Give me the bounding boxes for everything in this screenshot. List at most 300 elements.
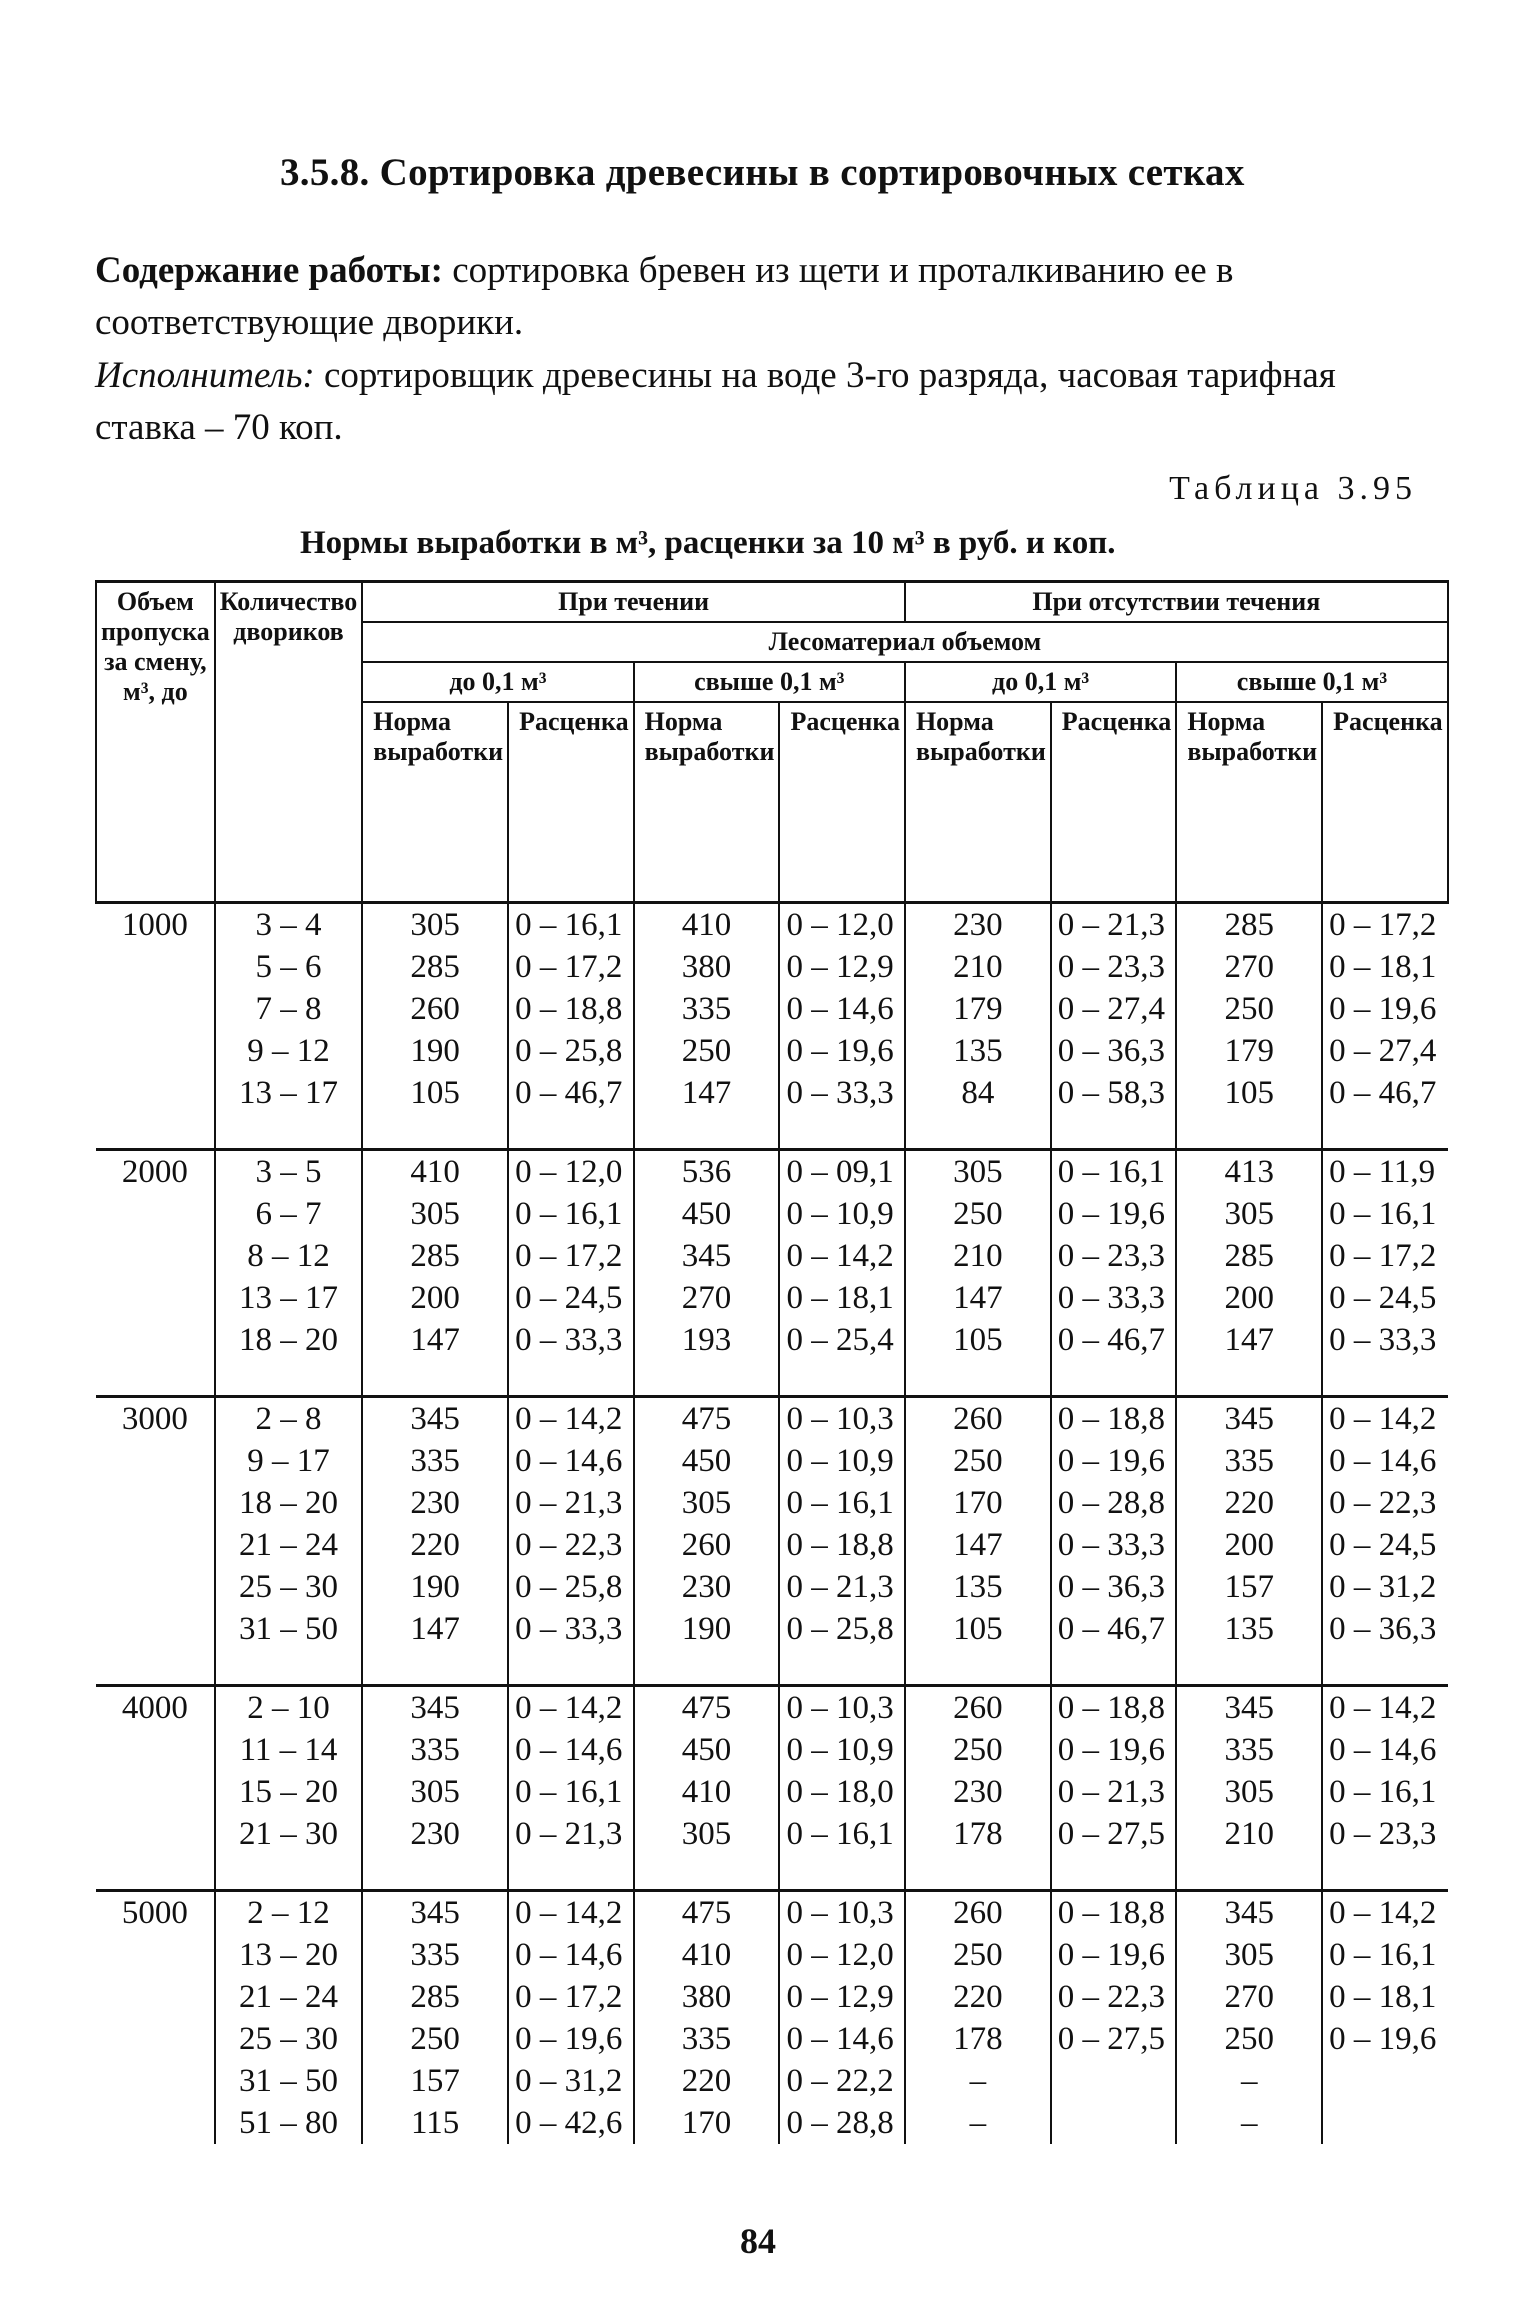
cell-norm: 410 <box>634 902 780 946</box>
cell-rate: 0 – 17,2 <box>508 946 634 988</box>
cell-norm: 170 <box>905 1482 1051 1524</box>
cell-rate: 0 – 19,6 <box>1051 1193 1177 1235</box>
cell-yards: 2 – 10 <box>215 1685 362 1729</box>
cell-rate: 0 – 27,4 <box>1322 1030 1448 1072</box>
spacer-cell <box>634 1650 780 1686</box>
header-yards: Количество двориков <box>215 582 362 903</box>
cell-rate: 0 – 14,6 <box>1322 1440 1448 1482</box>
header-over-no-flow: свыше 0,1 м³ <box>1176 662 1447 702</box>
page-number: 84 <box>740 2221 776 2261</box>
cell-yards: 6 – 7 <box>215 1193 362 1235</box>
cell-norm: 250 <box>905 1934 1051 1976</box>
group-spacer <box>96 1650 1448 1686</box>
cell-rate: 0 – 14,6 <box>508 1729 634 1771</box>
header-rate: Расценка <box>1322 702 1448 902</box>
cell-rate: 0 – 10,3 <box>779 1685 905 1729</box>
cell-volume-empty <box>96 1277 215 1319</box>
table-row <box>96 1771 1448 1813</box>
cell-norm: 305 <box>362 902 508 946</box>
cell-rate: 0 – 16,1 <box>779 1813 905 1855</box>
cell-rate: 0 – 23,3 <box>1051 946 1177 988</box>
cell-rate: 0 – 33,3 <box>508 1319 634 1361</box>
cell-rate: 0 – 28,8 <box>779 2102 905 2144</box>
table-row <box>96 988 1448 1030</box>
cell-norm: 450 <box>634 1193 780 1235</box>
cell-rate: 0 – 33,3 <box>1051 1524 1177 1566</box>
cell-rate: 0 – 16,1 <box>1322 1771 1448 1813</box>
cell-rate: 0 – 16,1 <box>1322 1934 1448 1976</box>
work-content-text: сортировка бревен из щети и проталкиванию ее в соответствующие дворики. <box>95 250 1234 343</box>
cell-norm: 536 <box>634 1149 780 1193</box>
table-caption: Нормы выработки в м³, расценки за 10 м³ в руб. и коп. <box>300 525 1116 561</box>
cell-yards: 7 – 8 <box>215 988 362 1030</box>
cell-rate: 0 – 18,8 <box>1051 1890 1177 1934</box>
spacer-cell <box>1051 1114 1177 1150</box>
cell-norm: 157 <box>1176 1566 1322 1608</box>
cell-volume-empty <box>96 1771 215 1813</box>
header-rate: Расценка <box>779 702 905 902</box>
spacer-cell <box>779 1650 905 1686</box>
cell-norm: 475 <box>634 1890 780 1934</box>
cell-rate: 0 – 21,3 <box>1051 1771 1177 1813</box>
cell-yards: 21 – 24 <box>215 1524 362 1566</box>
cell-yards: 13 – 17 <box>215 1072 362 1114</box>
spacer-cell <box>215 1361 362 1397</box>
cell-yards: 3 – 4 <box>215 902 362 946</box>
cell-norm: 135 <box>905 1566 1051 1608</box>
table-row <box>96 2102 1448 2144</box>
cell-norm: – <box>905 2102 1051 2144</box>
cell-rate: 0 – 18,8 <box>1051 1685 1177 1729</box>
cell-norm: 450 <box>634 1729 780 1771</box>
cell-norm: 475 <box>634 1685 780 1729</box>
header-volume: Объем пропуска за смену, м³, до <box>96 582 215 903</box>
cell-norm: 335 <box>1176 1729 1322 1771</box>
cell-norm: 305 <box>634 1813 780 1855</box>
cell-rate: 0 – 14,2 <box>1322 1396 1448 1440</box>
spacer-cell <box>215 1114 362 1150</box>
cell-rate: 0 – 19,6 <box>1322 2018 1448 2060</box>
cell-norm: 220 <box>905 1976 1051 2018</box>
spacer-cell <box>508 1361 634 1397</box>
cell-rate: 0 – 09,1 <box>779 1149 905 1193</box>
table-row <box>96 1193 1448 1235</box>
cell-volume-empty <box>96 1608 215 1650</box>
cell-norm: 220 <box>362 1524 508 1566</box>
spacer-cell <box>1322 1361 1448 1397</box>
cell-rate: 0 – 16,1 <box>508 902 634 946</box>
header-no-flow: При отсутствии течения <box>905 582 1448 623</box>
cell-rate: 0 – 12,9 <box>779 946 905 988</box>
spacer-cell <box>215 1855 362 1891</box>
spacer-cell <box>1051 1361 1177 1397</box>
cell-yards: 18 – 20 <box>215 1482 362 1524</box>
cell-norm: 250 <box>634 1030 780 1072</box>
spacer-cell <box>96 1650 215 1686</box>
cell-norm: 335 <box>1176 1440 1322 1482</box>
spacer-cell <box>1051 1650 1177 1686</box>
cell-volume-empty <box>96 988 215 1030</box>
cell-norm: 410 <box>362 1149 508 1193</box>
cell-rate: 0 – 31,2 <box>508 2060 634 2102</box>
spacer-cell <box>1322 1114 1448 1150</box>
cell-rate: 0 – 14,2 <box>1322 1685 1448 1729</box>
cell-rate: 0 – 10,9 <box>779 1193 905 1235</box>
cell-yards: 21 – 30 <box>215 1813 362 1855</box>
cell-rate: 0 – 28,8 <box>1051 1482 1177 1524</box>
header-up-to-no-flow: до 0,1 м³ <box>905 662 1176 702</box>
executor-lead: Исполнитель: <box>95 355 315 396</box>
header-rate: Расценка <box>508 702 634 902</box>
cell-rate: 0 – 12,0 <box>779 1934 905 1976</box>
cell-norm: 200 <box>1176 1277 1322 1319</box>
spacer-cell <box>779 1361 905 1397</box>
spacer-cell <box>1322 1650 1448 1686</box>
executor-paragraph <box>95 350 1425 454</box>
cell-rate: 0 – 18,1 <box>779 1277 905 1319</box>
cell-rate: 0 – 33,3 <box>1322 1319 1448 1361</box>
cell-rate: 0 – 14,2 <box>508 1890 634 1934</box>
cell-norm: – <box>1176 2102 1322 2144</box>
spacer-cell <box>508 1855 634 1891</box>
cell-yards: 18 – 20 <box>215 1319 362 1361</box>
cell-norm: 250 <box>905 1440 1051 1482</box>
cell-rate: 0 – 22,3 <box>1051 1976 1177 2018</box>
cell-rate: 0 – 22,3 <box>1322 1482 1448 1524</box>
cell-volume-empty <box>96 1813 215 1855</box>
cell-rate: 0 – 21,3 <box>1051 902 1177 946</box>
cell-rate: 0 – 16,1 <box>779 1482 905 1524</box>
cell-rate: 0 – 16,1 <box>1051 1149 1177 1193</box>
header-norm: Норма выработки <box>634 702 780 902</box>
spacer-cell <box>634 1855 780 1891</box>
table-row <box>96 1566 1448 1608</box>
cell-rate: 0 – 17,2 <box>508 1976 634 2018</box>
cell-norm: 285 <box>362 946 508 988</box>
spacer-cell <box>634 1114 780 1150</box>
cell-norm: 230 <box>634 1566 780 1608</box>
table-row <box>96 1482 1448 1524</box>
cell-rate: 0 – 10,3 <box>779 1890 905 1934</box>
cell-norm: 335 <box>362 1934 508 1976</box>
cell-rate: 0 – 16,1 <box>1322 1193 1448 1235</box>
cell-volume-empty <box>96 1566 215 1608</box>
cell-rate: 0 – 25,4 <box>779 1319 905 1361</box>
cell-norm: 147 <box>1176 1319 1322 1361</box>
cell-norm: 147 <box>634 1072 780 1114</box>
work-content-lead: Содержание работы: <box>95 250 443 291</box>
cell-rate: 0 – 10,3 <box>779 1396 905 1440</box>
cell-norm: 380 <box>634 1976 780 2018</box>
cell-rate: 0 – 42,6 <box>508 2102 634 2144</box>
table-row <box>96 1030 1448 1072</box>
cell-norm: – <box>1176 2060 1322 2102</box>
cell-rate: 0 – 18,8 <box>779 1524 905 1566</box>
spacer-cell <box>96 1114 215 1150</box>
cell-volume-empty <box>96 1319 215 1361</box>
cell-norm: 210 <box>1176 1813 1322 1855</box>
cell-norm: 380 <box>634 946 780 988</box>
table-body <box>96 902 1448 2144</box>
cell-yards: 31 – 50 <box>215 2060 362 2102</box>
cell-rate: 0 – 46,7 <box>1051 1608 1177 1650</box>
cell-norm: 193 <box>634 1319 780 1361</box>
header-rate: Расценка <box>1051 702 1177 902</box>
cell-rate <box>1322 2102 1448 2144</box>
cell-volume: 4000 <box>96 1685 215 1729</box>
cell-volume-empty <box>96 2018 215 2060</box>
table-row <box>96 1440 1448 1482</box>
cell-rate: 0 – 21,3 <box>508 1813 634 1855</box>
cell-yards: 2 – 8 <box>215 1396 362 1440</box>
cell-yards: 5 – 6 <box>215 946 362 988</box>
header-up-to-flow: до 0,1 м³ <box>362 662 633 702</box>
cell-norm: 335 <box>634 988 780 1030</box>
cell-norm: 250 <box>905 1193 1051 1235</box>
cell-rate: 0 – 21,3 <box>508 1482 634 1524</box>
cell-norm: 200 <box>362 1277 508 1319</box>
cell-rate <box>1051 2060 1177 2102</box>
cell-yards: 9 – 17 <box>215 1440 362 1482</box>
cell-rate: 0 – 14,2 <box>508 1396 634 1440</box>
cell-norm: 285 <box>362 1235 508 1277</box>
cell-norm: 200 <box>1176 1524 1322 1566</box>
cell-rate: 0 – 27,5 <box>1051 1813 1177 1855</box>
cell-norm: 285 <box>362 1976 508 2018</box>
cell-volume-empty <box>96 2102 215 2144</box>
spacer-cell <box>905 1855 1051 1891</box>
table-row <box>96 1524 1448 1566</box>
cell-yards: 8 – 12 <box>215 1235 362 1277</box>
cell-norm: 190 <box>362 1566 508 1608</box>
header-material: Лесоматериал объемом <box>362 622 1447 662</box>
spacer-cell <box>215 1650 362 1686</box>
cell-yards: 31 – 50 <box>215 1608 362 1650</box>
cell-volume-empty <box>96 1934 215 1976</box>
cell-yards: 25 – 30 <box>215 1566 362 1608</box>
cell-norm: 305 <box>1176 1934 1322 1976</box>
table-row <box>96 1729 1448 1771</box>
cell-norm: 270 <box>634 1277 780 1319</box>
cell-volume-empty <box>96 1235 215 1277</box>
spacer-cell <box>1176 1361 1322 1397</box>
table-row <box>96 1072 1448 1114</box>
cell-volume-empty <box>96 1072 215 1114</box>
cell-rate: 0 – 21,3 <box>779 1566 905 1608</box>
cell-rate: 0 – 17,2 <box>1322 1235 1448 1277</box>
cell-norm: 190 <box>362 1030 508 1072</box>
header-norm: Норма выработки <box>905 702 1051 902</box>
cell-rate: 0 – 16,1 <box>508 1193 634 1235</box>
cell-rate: 0 – 19,6 <box>1322 988 1448 1030</box>
cell-rate: 0 – 24,5 <box>508 1277 634 1319</box>
cell-rate: 0 – 23,3 <box>1322 1813 1448 1855</box>
table-row <box>96 1890 1448 1934</box>
cell-norm: 84 <box>905 1072 1051 1114</box>
cell-volume: 2000 <box>96 1149 215 1193</box>
norms-table <box>95 580 1449 2144</box>
cell-rate: 0 – 14,6 <box>779 988 905 1030</box>
cell-rate: 0 – 14,6 <box>508 1934 634 1976</box>
cell-norm: 270 <box>1176 1976 1322 2018</box>
cell-norm: 450 <box>634 1440 780 1482</box>
cell-volume-empty <box>96 2060 215 2102</box>
spacer-cell <box>362 1650 508 1686</box>
spacer-cell <box>1322 1855 1448 1891</box>
cell-rate: 0 – 10,9 <box>779 1440 905 1482</box>
table-row <box>96 1235 1448 1277</box>
cell-rate: 0 – 33,3 <box>779 1072 905 1114</box>
cell-rate: 0 – 14,6 <box>508 1440 634 1482</box>
table-row <box>96 1149 1448 1193</box>
spacer-cell <box>779 1855 905 1891</box>
cell-norm: 170 <box>634 2102 780 2144</box>
cell-norm: 220 <box>634 2060 780 2102</box>
cell-norm: 230 <box>362 1482 508 1524</box>
cell-norm: 345 <box>1176 1685 1322 1729</box>
cell-norm: 230 <box>362 1813 508 1855</box>
cell-rate: 0 – 18,1 <box>1322 946 1448 988</box>
cell-norm: 475 <box>634 1396 780 1440</box>
cell-yards: 25 – 30 <box>215 2018 362 2060</box>
cell-norm: 260 <box>905 1396 1051 1440</box>
cell-rate: 0 – 14,2 <box>1322 1890 1448 1934</box>
cell-rate: 0 – 18,0 <box>779 1771 905 1813</box>
cell-rate: 0 – 14,2 <box>508 1685 634 1729</box>
spacer-cell <box>905 1650 1051 1686</box>
cell-norm: 178 <box>905 2018 1051 2060</box>
cell-volume-empty <box>96 1193 215 1235</box>
cell-norm: 345 <box>1176 1890 1322 1934</box>
cell-norm: 105 <box>362 1072 508 1114</box>
cell-norm: 147 <box>905 1524 1051 1566</box>
cell-norm: 345 <box>1176 1396 1322 1440</box>
cell-norm: 285 <box>1176 1235 1322 1277</box>
table-row <box>96 1319 1448 1361</box>
cell-norm: 345 <box>362 1890 508 1934</box>
cell-norm: 250 <box>1176 988 1322 1030</box>
cell-rate: 0 – 36,3 <box>1051 1566 1177 1608</box>
cell-norm: 305 <box>1176 1771 1322 1813</box>
cell-rate: 0 – 14,6 <box>779 2018 905 2060</box>
cell-rate: 0 – 23,3 <box>1051 1235 1177 1277</box>
spacer-cell <box>362 1361 508 1397</box>
cell-norm: 250 <box>362 2018 508 2060</box>
cell-norm: 250 <box>905 1729 1051 1771</box>
spacer-cell <box>1176 1855 1322 1891</box>
cell-volume: 5000 <box>96 1890 215 1934</box>
cell-rate: 0 – 31,2 <box>1322 1566 1448 1608</box>
cell-rate: 0 – 27,4 <box>1051 988 1177 1030</box>
cell-rate: 0 – 25,8 <box>779 1608 905 1650</box>
executor-text: сортировщик древесины на воде 3-го разряда, часовая тарифная ставка – 70 коп. <box>95 355 1336 448</box>
work-content-paragraph <box>95 245 1425 349</box>
cell-norm: 147 <box>905 1277 1051 1319</box>
spacer-cell <box>634 1361 780 1397</box>
cell-rate: 0 – 11,9 <box>1322 1149 1448 1193</box>
cell-norm: 179 <box>905 988 1051 1030</box>
cell-norm: 285 <box>1176 902 1322 946</box>
cell-rate: 0 – 24,5 <box>1322 1524 1448 1566</box>
header-norm: Норма выработки <box>1176 702 1322 902</box>
spacer-cell <box>1051 1855 1177 1891</box>
cell-norm: 210 <box>905 1235 1051 1277</box>
cell-norm: 410 <box>634 1934 780 1976</box>
cell-norm: 335 <box>634 2018 780 2060</box>
cell-norm: 250 <box>1176 2018 1322 2060</box>
cell-norm: 147 <box>362 1608 508 1650</box>
spacer-cell <box>96 1361 215 1397</box>
cell-norm: 210 <box>905 946 1051 988</box>
cell-norm: 178 <box>905 1813 1051 1855</box>
cell-rate: 0 – 46,7 <box>1051 1319 1177 1361</box>
table-row <box>96 2060 1448 2102</box>
cell-rate: 0 – 14,6 <box>1322 1729 1448 1771</box>
cell-yards: 11 – 14 <box>215 1729 362 1771</box>
cell-volume-empty <box>96 1729 215 1771</box>
table-row <box>96 2018 1448 2060</box>
cell-rate: 0 – 24,5 <box>1322 1277 1448 1319</box>
cell-yards: 3 – 5 <box>215 1149 362 1193</box>
cell-norm: – <box>905 2060 1051 2102</box>
table-row <box>96 946 1448 988</box>
spacer-cell <box>1176 1114 1322 1150</box>
cell-rate: 0 – 12,9 <box>779 1976 905 2018</box>
cell-norm: 335 <box>362 1440 508 1482</box>
cell-volume-empty <box>96 1440 215 1482</box>
cell-rate: 0 – 18,1 <box>1322 1976 1448 2018</box>
section-heading: 3.5.8. Сортировка древесины в сортировочных сетках <box>280 151 1245 194</box>
cell-norm: 135 <box>905 1030 1051 1072</box>
cell-rate: 0 – 36,3 <box>1051 1030 1177 1072</box>
cell-rate: 0 – 19,6 <box>1051 1440 1177 1482</box>
table-row <box>96 902 1448 946</box>
cell-yards: 9 – 12 <box>215 1030 362 1072</box>
spacer-cell <box>779 1114 905 1150</box>
cell-norm: 345 <box>634 1235 780 1277</box>
cell-norm: 147 <box>362 1319 508 1361</box>
cell-yards: 15 – 20 <box>215 1771 362 1813</box>
cell-norm: 305 <box>634 1482 780 1524</box>
cell-norm: 413 <box>1176 1149 1322 1193</box>
cell-norm: 135 <box>1176 1608 1322 1650</box>
cell-rate: 0 – 12,0 <box>779 902 905 946</box>
header-over-flow: свыше 0,1 м³ <box>634 662 905 702</box>
table-row <box>96 1934 1448 1976</box>
cell-yards: 13 – 17 <box>215 1277 362 1319</box>
cell-rate: 0 – 33,3 <box>1051 1277 1177 1319</box>
cell-volume-empty <box>96 1976 215 2018</box>
cell-norm: 345 <box>362 1396 508 1440</box>
cell-norm: 230 <box>905 1771 1051 1813</box>
group-spacer <box>96 1361 1448 1397</box>
cell-rate: 0 – 18,8 <box>508 988 634 1030</box>
cell-rate: 0 – 16,1 <box>508 1771 634 1813</box>
cell-norm: 230 <box>905 902 1051 946</box>
cell-volume-empty <box>96 1482 215 1524</box>
spacer-cell <box>96 1855 215 1891</box>
cell-norm: 105 <box>905 1608 1051 1650</box>
cell-rate: 0 – 19,6 <box>1051 1729 1177 1771</box>
cell-rate: 0 – 10,9 <box>779 1729 905 1771</box>
cell-norm: 345 <box>362 1685 508 1729</box>
cell-norm: 260 <box>634 1524 780 1566</box>
cell-rate: 0 – 18,8 <box>1051 1396 1177 1440</box>
cell-norm: 190 <box>634 1608 780 1650</box>
spacer-cell <box>1176 1650 1322 1686</box>
spacer-cell <box>905 1361 1051 1397</box>
table-row <box>96 1608 1448 1650</box>
